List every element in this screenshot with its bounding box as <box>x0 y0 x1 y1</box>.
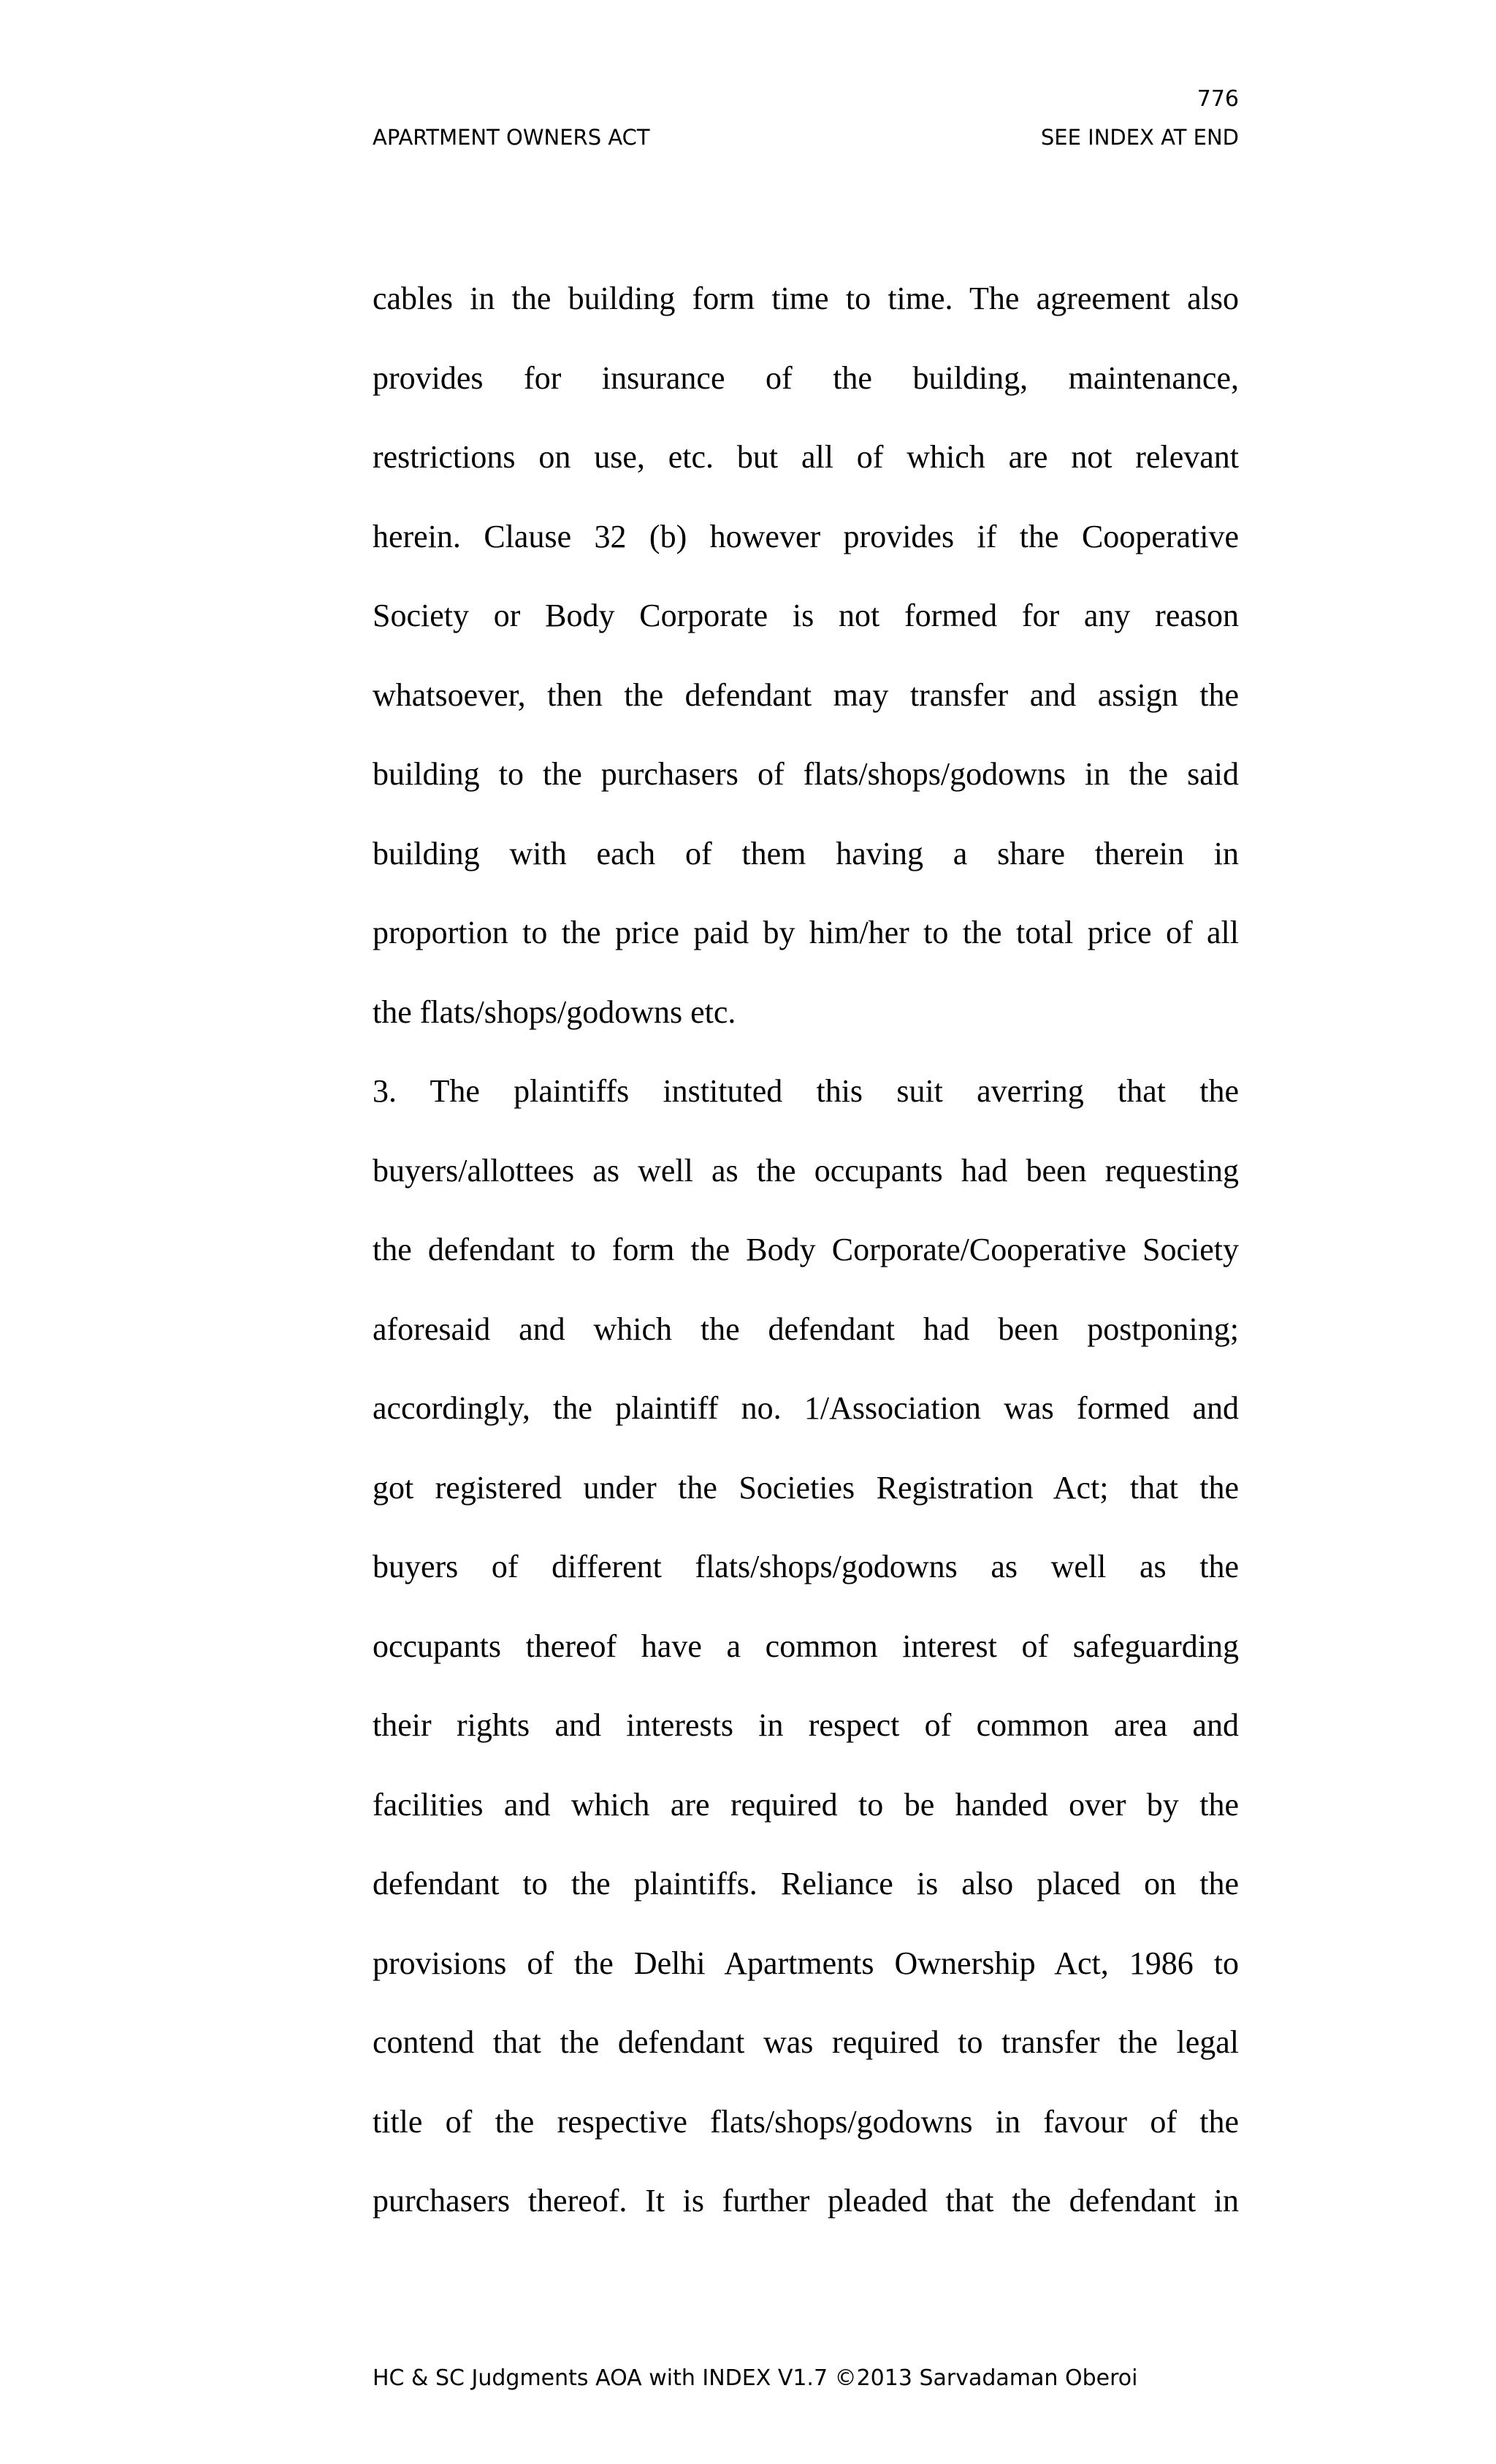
text-line: restrictions on use, etc. but all of which are not relevant <box>373 439 1239 475</box>
text-line: herein. Clause 32 (b) however provides if the Cooperative <box>373 518 1239 554</box>
running-header-index-note: SEE INDEX AT END <box>1040 125 1239 150</box>
text-line: aforesaid and which the defendant had been postponing; <box>373 1311 1239 1347</box>
text-line: 3. The plaintiffs instituted this suit averring that the <box>373 1073 1239 1109</box>
text-line: occupants thereof have a common interest of safeguarding <box>373 1628 1239 1664</box>
footer-copyright: HC & SC Judgments AOA with INDEX V1.7 ©2013 Sarvadaman Oberoi <box>373 2365 1138 2391</box>
paragraph-3 <box>373 1052 1239 2241</box>
text-line: provides for insurance of the building, maintenance, <box>373 359 1239 396</box>
text-line: the defendant to form the Body Corporate/Cooperative Society <box>373 1232 1239 1267</box>
text-line: Society or Body Corporate is not formed for any reason <box>373 598 1239 633</box>
text-line: contend that the defendant was required to transfer the legal <box>373 2024 1239 2060</box>
text-line: provisions of the Delhi Apartments Ownership Act, 1986 to <box>373 1945 1239 1981</box>
paragraph-continuation <box>373 259 1239 1052</box>
text-line: building to the purchasers of flats/shops/godowns in the said <box>373 756 1239 792</box>
text-line: purchasers thereof. It is further pleaded that the defendant in <box>373 2183 1239 2219</box>
text-line: defendant to the plaintiffs. Reliance is also placed on the <box>373 1866 1239 1902</box>
text-line: cables in the building form time to time. The agreement also <box>373 281 1239 316</box>
body-text <box>373 259 1239 2241</box>
text-line: title of the respective flats/shops/godowns in favour of the <box>373 2103 1239 2140</box>
running-header-title: APARTMENT OWNERS ACT <box>373 125 650 150</box>
text-line: the flats/shops/godowns etc. <box>373 993 736 1030</box>
text-line: accordingly, the plaintiff no. 1/Association was formed and <box>373 1390 1239 1426</box>
text-line: their rights and interests in respect of common area and <box>373 1707 1239 1743</box>
text-line: building with each of them having a share therein in <box>373 835 1239 871</box>
text-line: facilities and which are required to be handed over by the <box>373 1786 1239 1823</box>
text-line: whatsoever, then the defendant may transfer and assign the <box>373 676 1239 713</box>
page-number: 776 <box>1197 86 1239 112</box>
text-line: buyers of different flats/shops/godowns as well as the <box>373 1549 1239 1584</box>
text-line: got registered under the Societies Registration Act; that the <box>373 1469 1239 1506</box>
text-line: proportion to the price paid by him/her to the total price of all <box>373 915 1239 950</box>
text-line: buyers/allottees as well as the occupants had been requesting <box>373 1152 1239 1189</box>
